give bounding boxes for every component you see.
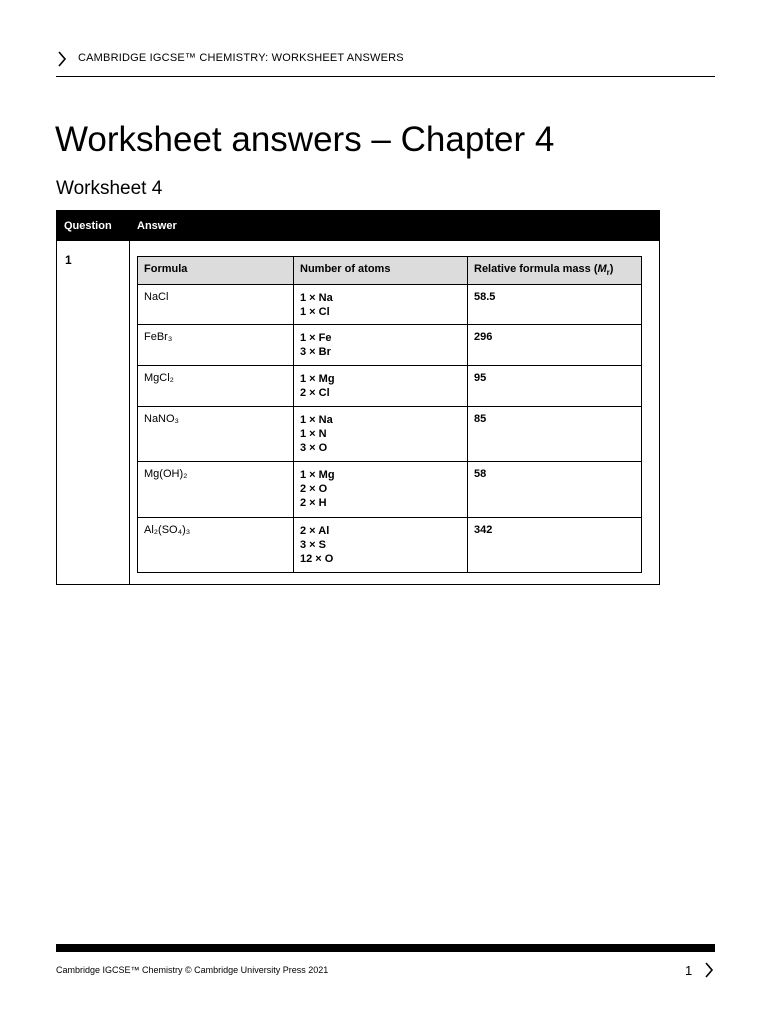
mass-cell: 58 [468,462,642,518]
atom-count: 1 × N [300,428,327,440]
formula-table-body [138,285,642,573]
table-row [138,518,642,573]
formula-header: Formula [138,257,294,285]
mass-cell: 95 [468,366,642,407]
formula-cell: NaCl [138,285,294,325]
chevron-right-icon[interactable] [703,961,715,979]
atom-count: 3 × Br [300,346,331,358]
atoms-cell [294,285,468,325]
atoms-cell [294,325,468,366]
atom-count: 2 × Cl [300,387,330,399]
atoms-cell [294,518,468,573]
atom-count: 1 × Na [300,414,333,426]
atoms-cell [294,462,468,518]
page-title: Worksheet answers – Chapter 4 [55,120,555,159]
answer-table-header [57,211,659,241]
atoms-cell [294,366,468,407]
formula-cell: FeBr₃ [138,325,294,366]
formula-cell: MgCl₂ [138,366,294,407]
table-row [138,407,642,462]
atom-count: 1 × Na [300,292,333,304]
mass-cell: 296 [468,325,642,366]
formula-table-header-row [138,257,642,285]
atom-count: 2 × O [300,483,328,495]
mass-header-suffix: ) [609,263,614,275]
column-divider [129,241,130,585]
page-number: 1 [685,963,693,978]
chevron-right-icon [56,50,68,68]
mass-header-subscript: r [606,268,610,278]
mass-cell: 85 [468,407,642,462]
mass-header [468,257,642,285]
header-text: CAMBRIDGE IGCSE™ CHEMISTRY: WORKSHEET ANSWERS [78,52,404,64]
atom-count: 12 × O [300,553,334,565]
formula-cell: Mg(OH)₂ [138,462,294,518]
atom-count: 3 × S [300,539,326,551]
page-header [56,48,715,77]
formula-cell: Al₂(SO₄)₃ [138,518,294,573]
atoms-cell [294,407,468,462]
atom-count: 1 × Mg [300,469,335,481]
mass-header-symbol: M [597,263,607,275]
atom-count: 2 × Al [300,525,330,537]
formula-table [137,256,642,573]
atom-count: 3 × O [300,442,328,454]
col-answer-header: Answer [137,220,177,232]
answer-table [56,210,660,585]
atom-count: 2 × H [300,497,327,509]
footer-bar [56,944,715,952]
atom-count: 1 × Fe [300,332,332,344]
table-row [138,325,642,366]
question-number: 1 [65,253,72,267]
mass-cell: 58.5 [468,285,642,325]
formula-cell: NaNO₃ [138,407,294,462]
worksheet-subtitle: Worksheet 4 [56,178,163,199]
table-row [138,285,642,325]
footer-copyright: Cambridge IGCSE™ Chemistry © Cambridge University Press 2021 [56,965,329,975]
table-row [138,462,642,518]
mass-header-prefix: Relative formula mass ( [474,263,598,275]
mass-cell: 342 [468,518,642,573]
atom-count: 1 × Cl [300,306,330,318]
atom-count: 1 × Mg [300,373,335,385]
table-row [138,366,642,407]
atoms-header: Number of atoms [294,257,468,285]
col-question-header: Question [64,220,112,232]
